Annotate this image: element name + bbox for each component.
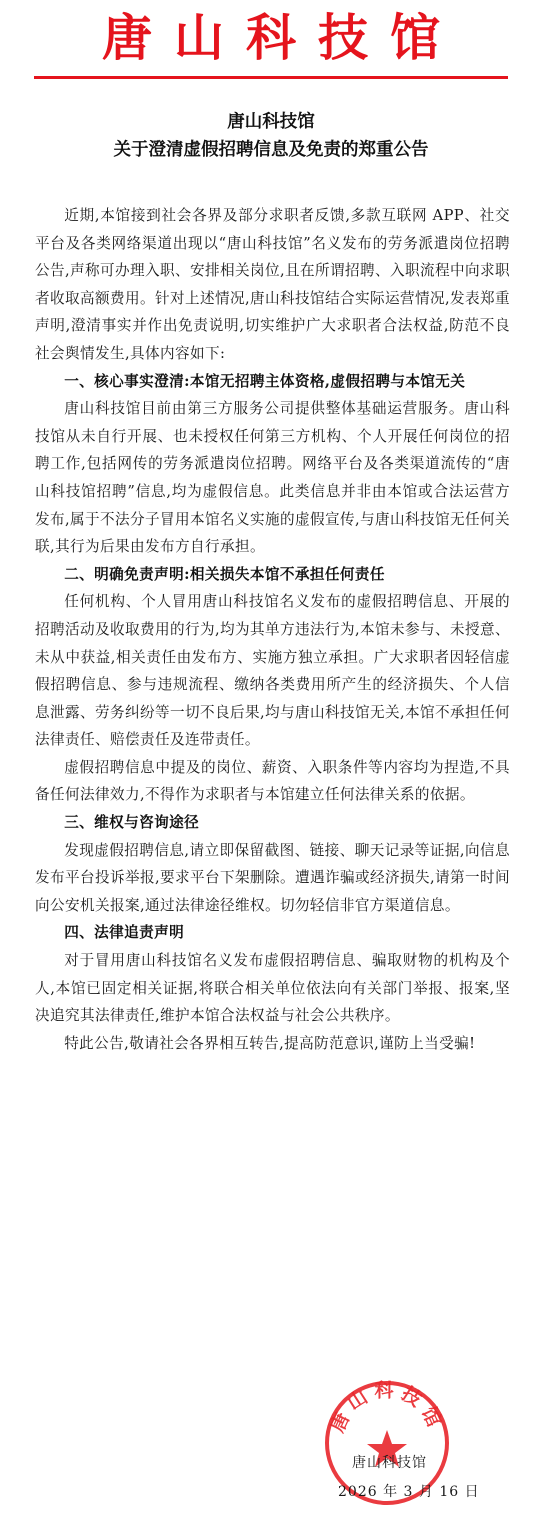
section2-heading: 二、明确免责声明:相关损失本馆不承担任何责任	[64, 565, 385, 583]
section2-paragraph2: 虚假招聘信息中提及的岗位、薪资、入职条件等内容均为捏造,不具备任何法律效力,不得作为求职者与本馆建立任何法律关系的依据。	[35, 758, 510, 804]
closing-paragraph: 特此公告,敬请社会各界相互转告,提高防范意识,谨防上当受骗!	[64, 1034, 476, 1052]
intro-paragraph: 近期,本馆接到社会各界及部分求职者反馈,多款互联网 APP、社交平台及各类网络渠道出现以“唐山科技馆”名义发布的劳务派遣岗位招聘公告,声称可办理入职、安排相关岗位,且在所谓招聘、入职流程中向求职者收取高额费用。针对上述情况,唐山科技馆结合实际运营情况,发表郑重声明,澄清事实并作出免责说明,切实维护广大求职者合法权益,防范不良社会舆情发生,具体内容如下:	[35, 207, 510, 362]
seal-text: 唐山科技馆	[326, 1379, 448, 1436]
document-body	[35, 202, 510, 1057]
signature-date: 2026 年 3 月 16 日	[338, 1484, 480, 1500]
section1-heading: 一、核心事实澄清:本馆无招聘主体资格,虚假招聘与本馆无关	[64, 372, 466, 390]
section4-paragraph: 对于冒用唐山科技馆名义发布虚假招聘信息、骗取财物的机构及个人,本馆已固定相关证据,将联合相关单位依法向有关部门举报、报案,坚决追究其法律责任,维护本馆合法权益与社会公共秩序。	[35, 952, 510, 1025]
section3-paragraph: 发现虚假招聘信息,请立即保留截图、链接、聊天记录等证据,向信息发布平台投诉举报,要求平台下架删除。遭遇诈骗或经济损失,请第一时间向公安机关报案,通过法律途径维权。切勿轻信非官方渠道信息。	[35, 841, 510, 914]
section2-paragraph1: 任何机构、个人冒用唐山科技馆名义发布的虚假招聘信息、开展的招聘活动及收取费用的行为,均为其单方违法行为,本馆未参与、未授意、未从中获益,相关责任由发布方、实施方独立承担。广大求职者因轻信虚假招聘信息、参与违规流程、缴纳各类费用所产生的经济损失、个人信息泄露、劳务纠纷等一切不良后果,均与唐山科技馆无关,本馆不承担任何法律责任、赔偿责任及连带责任。	[35, 593, 510, 749]
section4-heading: 四、法律追责声明	[64, 924, 185, 942]
masthead-red-rule	[34, 76, 508, 79]
section1-paragraph: 唐山科技馆目前由第三方服务公司提供整体基础运营服务。唐山科技馆从未自行开展、也未授权任何第三方机构、个人开展任何岗位的招聘工作,包括网传的劳务派遣岗位招聘。网络平台及各类渠道流传的“唐山科技馆招聘”信息,均为虚假信息。此类信息并非由本馆或合法运营方发布,属于不法分子冒用本馆名义实施的虚假宣传,与唐山科技馆无任何关联,其行为后果由发布方自行承担。	[35, 400, 510, 556]
signature: 唐山科技馆	[352, 1455, 427, 1471]
document-title-line2: 关于澄清虚假招聘信息及免责的郑重公告	[113, 140, 429, 160]
svg-text:唐山科技馆	[325, 1379, 448, 1436]
masthead	[0, 0, 542, 86]
document-title-line1: 唐山科技馆	[227, 112, 315, 132]
section3-heading: 三、维权与咨询途径	[64, 814, 200, 832]
masthead-title: 唐山科技馆	[102, 8, 462, 67]
